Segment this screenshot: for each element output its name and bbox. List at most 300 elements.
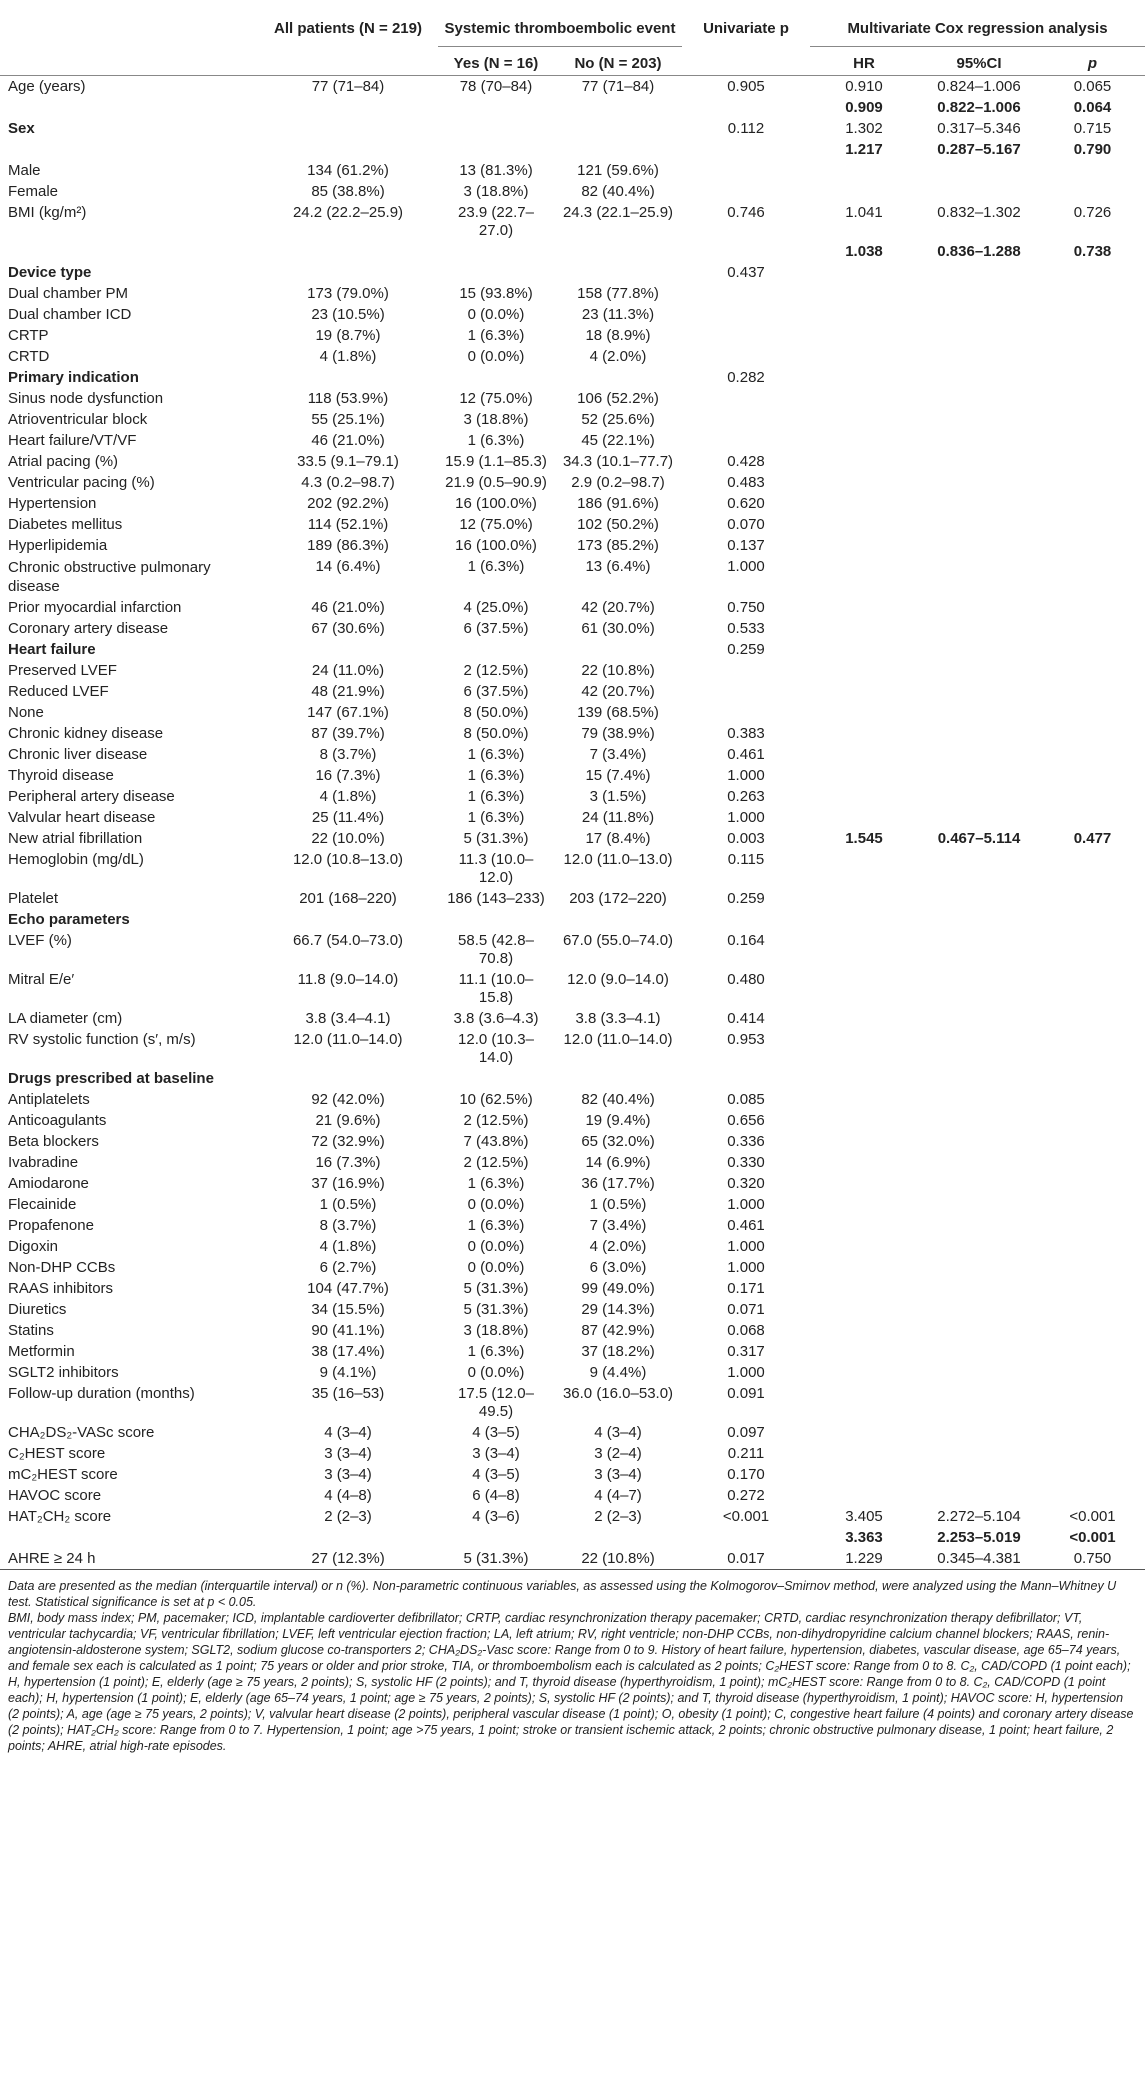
cell-multivariate-p [1040, 786, 1145, 807]
cell-event-yes: 5 (31.3%) [463, 1550, 529, 1567]
cell-all-patients: 38 (17.4%) [311, 1343, 385, 1360]
cell-ci: 0.836–1.288 [937, 243, 1021, 260]
cell-all-patients: 25 (11.4%) [311, 809, 385, 826]
cell-event-yes: 78 (70–84) [459, 78, 533, 95]
cell-event-yes: 13 (81.3%) [459, 162, 533, 179]
cell-event-yes: 4 (25.0%) [463, 599, 529, 616]
table-row [0, 1131, 1145, 1152]
row-label: RAAS inhibitors [8, 1280, 114, 1297]
cell-hr: 1.217 [845, 141, 883, 158]
cell-event-no: 4 (2.0%) [589, 348, 647, 365]
cell-event-yes: 6 (37.5%) [463, 620, 529, 637]
cell-hr [810, 723, 918, 744]
cell-univariate-p: 0.480 [727, 971, 765, 988]
cell-univariate-p: 1.000 [727, 1238, 765, 1255]
cell-all-patients: 67 (30.6%) [311, 620, 385, 637]
cell-multivariate-p [1040, 181, 1145, 202]
header-no: No (N = 203) [574, 55, 662, 72]
cell-multivariate-p [1040, 430, 1145, 451]
cell-all-patients [258, 639, 438, 660]
cell-univariate-p: 0.282 [727, 369, 765, 386]
cell-ci [918, 181, 1040, 202]
cell-univariate-p [682, 283, 810, 304]
cell-event-no [554, 1527, 682, 1548]
cell-event-no: 186 (91.6%) [577, 495, 659, 512]
cell-event-no: 12.0 (11.0–13.0) [563, 851, 673, 868]
cell-event-yes: 0 (0.0%) [467, 348, 525, 365]
row-label: Chronic obstructive pulmonary disease [8, 559, 211, 595]
cell-multivariate-p [1040, 160, 1145, 181]
cell-ci [918, 1008, 1040, 1029]
cell-ci [918, 1383, 1040, 1422]
cell-ci [918, 325, 1040, 346]
row-label: Reduced LVEF [8, 683, 109, 700]
table-row [0, 1341, 1145, 1362]
cell-ci [918, 535, 1040, 556]
cell-hr [810, 451, 918, 472]
cell-ci [918, 1362, 1040, 1383]
cell-multivariate-p [1040, 639, 1145, 660]
cell-event-no: 87 (42.9%) [581, 1322, 655, 1339]
cell-event-no: 42 (20.7%) [581, 683, 655, 700]
cell-all-patients: 11.8 (9.0–14.0) [297, 971, 399, 988]
cell-event-no [554, 139, 682, 160]
header-systemic-event: Systemic thromboembolic event [438, 0, 682, 47]
row-label: None [8, 704, 44, 721]
cell-univariate-p [682, 1527, 810, 1548]
cell-ci [918, 1152, 1040, 1173]
cell-ci [918, 765, 1040, 786]
table-row [0, 888, 1145, 909]
row-label: Platelet [8, 890, 59, 907]
cell-multivariate-p [1040, 1089, 1145, 1110]
table-row [0, 118, 1145, 139]
cell-event-yes [438, 241, 554, 262]
cell-univariate-p: 0.336 [727, 1133, 765, 1150]
cell-multivariate-p [1040, 514, 1145, 535]
row-label: HAT₂CH₂ score [8, 1508, 112, 1525]
cell-event-yes: 2 (12.5%) [463, 662, 529, 679]
cell-hr: 0.909 [845, 99, 883, 116]
row-label: Atrial pacing (%) [8, 453, 119, 470]
cell-all-patients: 12.0 (10.8–13.0) [292, 851, 404, 868]
cell-event-no: 18 (8.9%) [585, 327, 651, 344]
cell-all-patients: 4 (1.8%) [319, 1238, 377, 1255]
cell-univariate-p: 0.017 [727, 1550, 765, 1567]
cell-event-no: 13 (6.4%) [585, 558, 651, 575]
cell-all-patients: 202 (92.2%) [307, 495, 389, 512]
cell-all-patients: 23 (10.5%) [311, 306, 385, 323]
cell-hr [810, 160, 918, 181]
row-label: Propafenone [8, 1217, 94, 1234]
table-row [0, 807, 1145, 828]
table-row [0, 765, 1145, 786]
cell-ci [918, 807, 1040, 828]
row-label: Non-DHP CCBs [8, 1259, 116, 1276]
cell-event-yes [438, 367, 554, 388]
cell-hr [810, 1029, 918, 1068]
cell-hr [810, 1194, 918, 1215]
cell-ci [918, 1089, 1040, 1110]
cell-event-yes: 1 (6.3%) [467, 1217, 525, 1234]
cell-event-no: 4 (3–4) [594, 1424, 642, 1441]
cell-event-no [554, 262, 682, 283]
cell-event-no: 34.3 (10.1–77.7) [562, 453, 674, 470]
cell-multivariate-p [1040, 1443, 1145, 1464]
row-label: Sex [8, 120, 35, 137]
table-row [0, 969, 1145, 1008]
cell-multivariate-p [1040, 451, 1145, 472]
cell-hr [810, 1422, 918, 1443]
cell-all-patients: 4 (3–4) [324, 1424, 372, 1441]
footnote-data-presentation: Data are presented as the median (interquartile interval) or n (%). Non-parametric continuous variables, as assessed using the Kolmogorov–Smirnov method, were analyzed using the Mann–Whitney U test. Statistical significance is set at p < 0.05. [8, 1579, 1117, 1609]
cell-ci [918, 888, 1040, 909]
row-label: Diabetes mellitus [8, 516, 123, 533]
cell-univariate-p [682, 97, 810, 118]
table-row [0, 556, 1145, 597]
table-row [0, 909, 1145, 930]
table-row [0, 618, 1145, 639]
cell-univariate-p: 0.461 [727, 746, 765, 763]
cell-event-no [554, 118, 682, 139]
cell-hr [810, 1173, 918, 1194]
cell-univariate-p: 1.000 [727, 1364, 765, 1381]
table-row [0, 930, 1145, 969]
cell-event-yes: 2 (12.5%) [463, 1112, 529, 1129]
cell-univariate-p: 0.750 [727, 599, 765, 616]
cell-ci [918, 1485, 1040, 1506]
cell-multivariate-p [1040, 1362, 1145, 1383]
cell-multivariate-p [1040, 367, 1145, 388]
cell-multivariate-p: 0.064 [1073, 99, 1112, 116]
cell-univariate-p: 0.746 [727, 204, 765, 221]
cell-hr [810, 618, 918, 639]
row-label: mC₂HEST score [8, 1466, 118, 1483]
cell-event-yes [438, 1068, 554, 1089]
table-row [0, 1362, 1145, 1383]
cell-event-no [554, 1068, 682, 1089]
cell-ci [918, 597, 1040, 618]
cell-all-patients [258, 367, 438, 388]
cell-univariate-p: 0.068 [727, 1322, 765, 1339]
cell-multivariate-p [1040, 807, 1145, 828]
cell-event-no: 12.0 (11.0–14.0) [563, 1031, 673, 1048]
table-row [0, 1485, 1145, 1506]
row-label: Digoxin [8, 1238, 59, 1255]
cell-hr [810, 472, 918, 493]
cell-event-yes: 1 (6.3%) [467, 746, 525, 763]
cell-multivariate-p [1040, 535, 1145, 556]
cell-multivariate-p [1040, 618, 1145, 639]
cell-event-no: 23 (11.3%) [581, 306, 655, 323]
cell-all-patients: 24.2 (22.2–25.9) [292, 204, 404, 221]
cell-univariate-p: 0.085 [727, 1091, 765, 1108]
cell-univariate-p: 1.000 [727, 767, 765, 784]
cell-event-yes: 16 (100.0%) [455, 537, 537, 554]
cell-all-patients: 3 (3–4) [324, 1445, 372, 1462]
cell-event-no: 15 (7.4%) [585, 767, 651, 784]
cell-event-yes: 1 (6.3%) [467, 767, 525, 784]
table-row [0, 367, 1145, 388]
cell-univariate-p: 0.656 [727, 1112, 765, 1129]
cell-event-no [554, 639, 682, 660]
cell-event-no: 158 (77.8%) [577, 285, 659, 302]
cell-all-patients: 201 (168–220) [299, 890, 397, 907]
cell-event-yes: 7 (43.8%) [463, 1133, 529, 1150]
cell-hr [810, 1089, 918, 1110]
cell-hr [810, 702, 918, 723]
cell-event-no: 24.3 (22.1–25.9) [562, 204, 674, 221]
cell-multivariate-p [1040, 723, 1145, 744]
cell-event-yes: 1 (6.3%) [467, 327, 525, 344]
cell-ci [918, 556, 1040, 597]
cell-all-patients: 92 (42.0%) [311, 1091, 385, 1108]
cell-event-yes: 17.5 (12.0–49.5) [458, 1385, 534, 1420]
row-label: Coronary artery disease [8, 620, 169, 637]
row-label: Device type [8, 264, 92, 281]
cell-all-patients: 24 (11.0%) [311, 662, 385, 679]
cell-multivariate-p: <0.001 [1069, 1529, 1116, 1546]
cell-event-yes: 4 (3–6) [472, 1508, 520, 1525]
cell-event-yes: 1 (6.3%) [467, 809, 525, 826]
table-row [0, 660, 1145, 681]
cell-ci: 0.317–5.346 [937, 120, 1021, 137]
cell-multivariate-p [1040, 1299, 1145, 1320]
cell-event-yes: 12.0 (10.3–14.0) [458, 1031, 534, 1066]
cell-ci [918, 969, 1040, 1008]
cell-ci [918, 1215, 1040, 1236]
cell-event-no: 19 (9.4%) [585, 1112, 651, 1129]
cell-event-no: 4 (2.0%) [589, 1238, 647, 1255]
cell-event-no [554, 241, 682, 262]
table-row [0, 304, 1145, 325]
row-label: Male [8, 162, 41, 179]
cell-event-yes: 11.3 (10.0–12.0) [458, 851, 534, 886]
cell-all-patients: 66.7 (54.0–73.0) [292, 932, 404, 949]
cell-all-patients: 4 (1.8%) [319, 788, 377, 805]
cell-hr [810, 1068, 918, 1089]
cell-univariate-p: 1.000 [727, 558, 765, 575]
cell-hr [810, 786, 918, 807]
cell-multivariate-p [1040, 1215, 1145, 1236]
cell-all-patients: 14 (6.4%) [315, 558, 381, 575]
cell-event-yes: 15.9 (1.1–85.3) [445, 453, 547, 470]
cell-hr [810, 849, 918, 888]
cell-event-yes: 3 (3–4) [472, 1445, 520, 1462]
table-row [0, 1464, 1145, 1485]
cell-hr: 1.038 [845, 243, 883, 260]
cell-event-no: 42 (20.7%) [581, 599, 655, 616]
cell-univariate-p [682, 1068, 810, 1089]
cell-event-yes: 1 (6.3%) [467, 558, 525, 575]
cell-univariate-p [682, 681, 810, 702]
cell-multivariate-p [1040, 702, 1145, 723]
table-row [0, 1173, 1145, 1194]
cell-univariate-p: 0.112 [727, 120, 765, 137]
cell-event-no: 22 (10.8%) [581, 662, 655, 679]
cell-all-patients: 3.8 (3.4–4.1) [305, 1010, 391, 1027]
row-label: New atrial fibrillation [8, 830, 143, 847]
row-label: C₂HEST score [8, 1445, 106, 1462]
cell-all-patients [258, 139, 438, 160]
cell-univariate-p [682, 160, 810, 181]
cell-hr [810, 430, 918, 451]
cell-univariate-p: 0.259 [727, 641, 765, 658]
cell-multivariate-p: 0.477 [1073, 830, 1112, 847]
cell-multivariate-p [1040, 849, 1145, 888]
cell-event-yes: 6 (4–8) [472, 1487, 520, 1504]
cell-univariate-p: 0.259 [727, 890, 765, 907]
row-label: Anticoagulants [8, 1112, 107, 1129]
row-label: Beta blockers [8, 1133, 99, 1150]
cell-event-no: 4 (4–7) [594, 1487, 642, 1504]
cell-event-yes: 16 (100.0%) [455, 495, 537, 512]
cell-event-yes: 3 (18.8%) [463, 183, 529, 200]
cell-multivariate-p [1040, 1320, 1145, 1341]
header-univariate-p: Univariate p [703, 20, 789, 37]
cell-ci [918, 723, 1040, 744]
cell-hr [810, 1110, 918, 1131]
row-label: Dual chamber PM [8, 285, 129, 302]
cell-multivariate-p [1040, 1485, 1145, 1506]
row-label: Thyroid disease [8, 767, 114, 784]
cell-ci [918, 660, 1040, 681]
cell-univariate-p: 0.905 [727, 78, 765, 95]
table-row [0, 1278, 1145, 1299]
cell-all-patients: 4.3 (0.2–98.7) [301, 474, 395, 491]
cell-event-no: 36 (17.7%) [581, 1175, 655, 1192]
table-row [0, 139, 1145, 160]
cell-event-yes [438, 97, 554, 118]
cell-univariate-p: 0.071 [727, 1301, 765, 1318]
cell-event-no: 12.0 (9.0–14.0) [567, 971, 669, 988]
cell-all-patients: 9 (4.1%) [319, 1364, 377, 1381]
cell-ci [918, 702, 1040, 723]
cell-univariate-p [682, 409, 810, 430]
cell-multivariate-p [1040, 304, 1145, 325]
cell-all-patients: 4 (1.8%) [319, 348, 377, 365]
row-label [0, 139, 258, 160]
cell-multivariate-p [1040, 1008, 1145, 1029]
cell-univariate-p [682, 388, 810, 409]
cell-event-no: 45 (22.1%) [581, 432, 655, 449]
cell-event-no: 65 (32.0%) [581, 1133, 655, 1150]
cell-all-patients: 118 (53.9%) [307, 390, 389, 407]
cell-univariate-p: 0.003 [727, 830, 765, 847]
cell-all-patients: 55 (25.1%) [311, 411, 385, 428]
cell-ci [918, 451, 1040, 472]
cell-event-yes [438, 139, 554, 160]
table-row [0, 1506, 1145, 1527]
cell-event-yes: 21.9 (0.5–90.9) [445, 474, 547, 491]
cell-ci [918, 1443, 1040, 1464]
cell-multivariate-p [1040, 1464, 1145, 1485]
cell-event-yes: 0 (0.0%) [467, 1259, 525, 1276]
cell-multivariate-p [1040, 681, 1145, 702]
cell-univariate-p: 0.414 [727, 1010, 765, 1027]
cell-multivariate-p [1040, 1341, 1145, 1362]
cell-event-yes: 1 (6.3%) [467, 1175, 525, 1192]
row-label: Metformin [8, 1343, 75, 1360]
cell-ci [918, 1173, 1040, 1194]
table-row [0, 241, 1145, 262]
cell-multivariate-p: 0.715 [1073, 120, 1112, 137]
cell-all-patients: 2 (2–3) [324, 1508, 372, 1525]
cell-hr: 0.910 [845, 78, 883, 95]
cell-event-no: 102 (50.2%) [577, 516, 659, 533]
cell-ci [918, 283, 1040, 304]
cell-all-patients [258, 262, 438, 283]
cell-hr [810, 888, 918, 909]
cell-all-patients: 85 (38.8%) [311, 183, 385, 200]
table-row [0, 1215, 1145, 1236]
cell-event-no: 7 (3.4%) [589, 746, 647, 763]
cell-univariate-p: 0.330 [727, 1154, 765, 1171]
cell-hr [810, 262, 918, 283]
cell-all-patients: 1 (0.5%) [319, 1196, 377, 1213]
cell-univariate-p: 0.483 [727, 474, 765, 491]
cell-ci [918, 514, 1040, 535]
cell-hr [810, 639, 918, 660]
row-label: Statins [8, 1322, 54, 1339]
cell-multivariate-p [1040, 1194, 1145, 1215]
cell-univariate-p [682, 702, 810, 723]
header-yes: Yes (N = 16) [453, 55, 539, 72]
row-label: CHA₂DS₂-VASc score [8, 1424, 155, 1441]
row-label: Age (years) [8, 78, 86, 95]
row-label: Prior myocardial infarction [8, 599, 182, 616]
row-label: SGLT2 inhibitors [8, 1364, 119, 1381]
table-row [0, 97, 1145, 118]
cell-ci [918, 849, 1040, 888]
cell-multivariate-p [1040, 744, 1145, 765]
cell-univariate-p: 0.164 [727, 932, 765, 949]
table-row [0, 828, 1145, 849]
row-label: LVEF (%) [8, 932, 72, 949]
cell-univariate-p: 0.170 [727, 1466, 765, 1483]
cell-multivariate-p [1040, 1422, 1145, 1443]
cell-multivariate-p [1040, 597, 1145, 618]
row-label: AHRE ≥ 24 h [8, 1550, 96, 1567]
table-row [0, 430, 1145, 451]
cell-all-patients: 134 (61.2%) [307, 162, 389, 179]
row-label: Hyperlipidemia [8, 537, 108, 554]
table-row [0, 1548, 1145, 1570]
cell-univariate-p: 1.000 [727, 809, 765, 826]
cell-event-yes: 0 (0.0%) [467, 306, 525, 323]
cell-all-patients: 16 (7.3%) [315, 1154, 381, 1171]
row-label: LA diameter (cm) [8, 1010, 123, 1027]
cell-event-yes: 4 (3–5) [472, 1466, 520, 1483]
cell-all-patients: 87 (39.7%) [311, 725, 385, 742]
table-row [0, 786, 1145, 807]
cell-multivariate-p [1040, 388, 1145, 409]
cell-ci: 2.272–5.104 [937, 1508, 1021, 1525]
cell-univariate-p: 0.317 [727, 1343, 765, 1360]
cell-all-patients: 12.0 (11.0–14.0) [293, 1031, 403, 1048]
cell-event-yes: 11.1 (10.0–15.8) [458, 971, 534, 1006]
cell-all-patients: 147 (67.1%) [307, 704, 389, 721]
cell-ci [918, 909, 1040, 930]
cell-all-patients: 90 (41.1%) [311, 1322, 385, 1339]
table-row [0, 451, 1145, 472]
cell-event-no: 3.8 (3.3–4.1) [575, 1010, 661, 1027]
table-row [0, 409, 1145, 430]
cell-hr [810, 1257, 918, 1278]
header-p: p [1087, 55, 1098, 72]
cell-event-no: 14 (6.9%) [585, 1154, 651, 1171]
cell-univariate-p: 0.383 [727, 725, 765, 742]
